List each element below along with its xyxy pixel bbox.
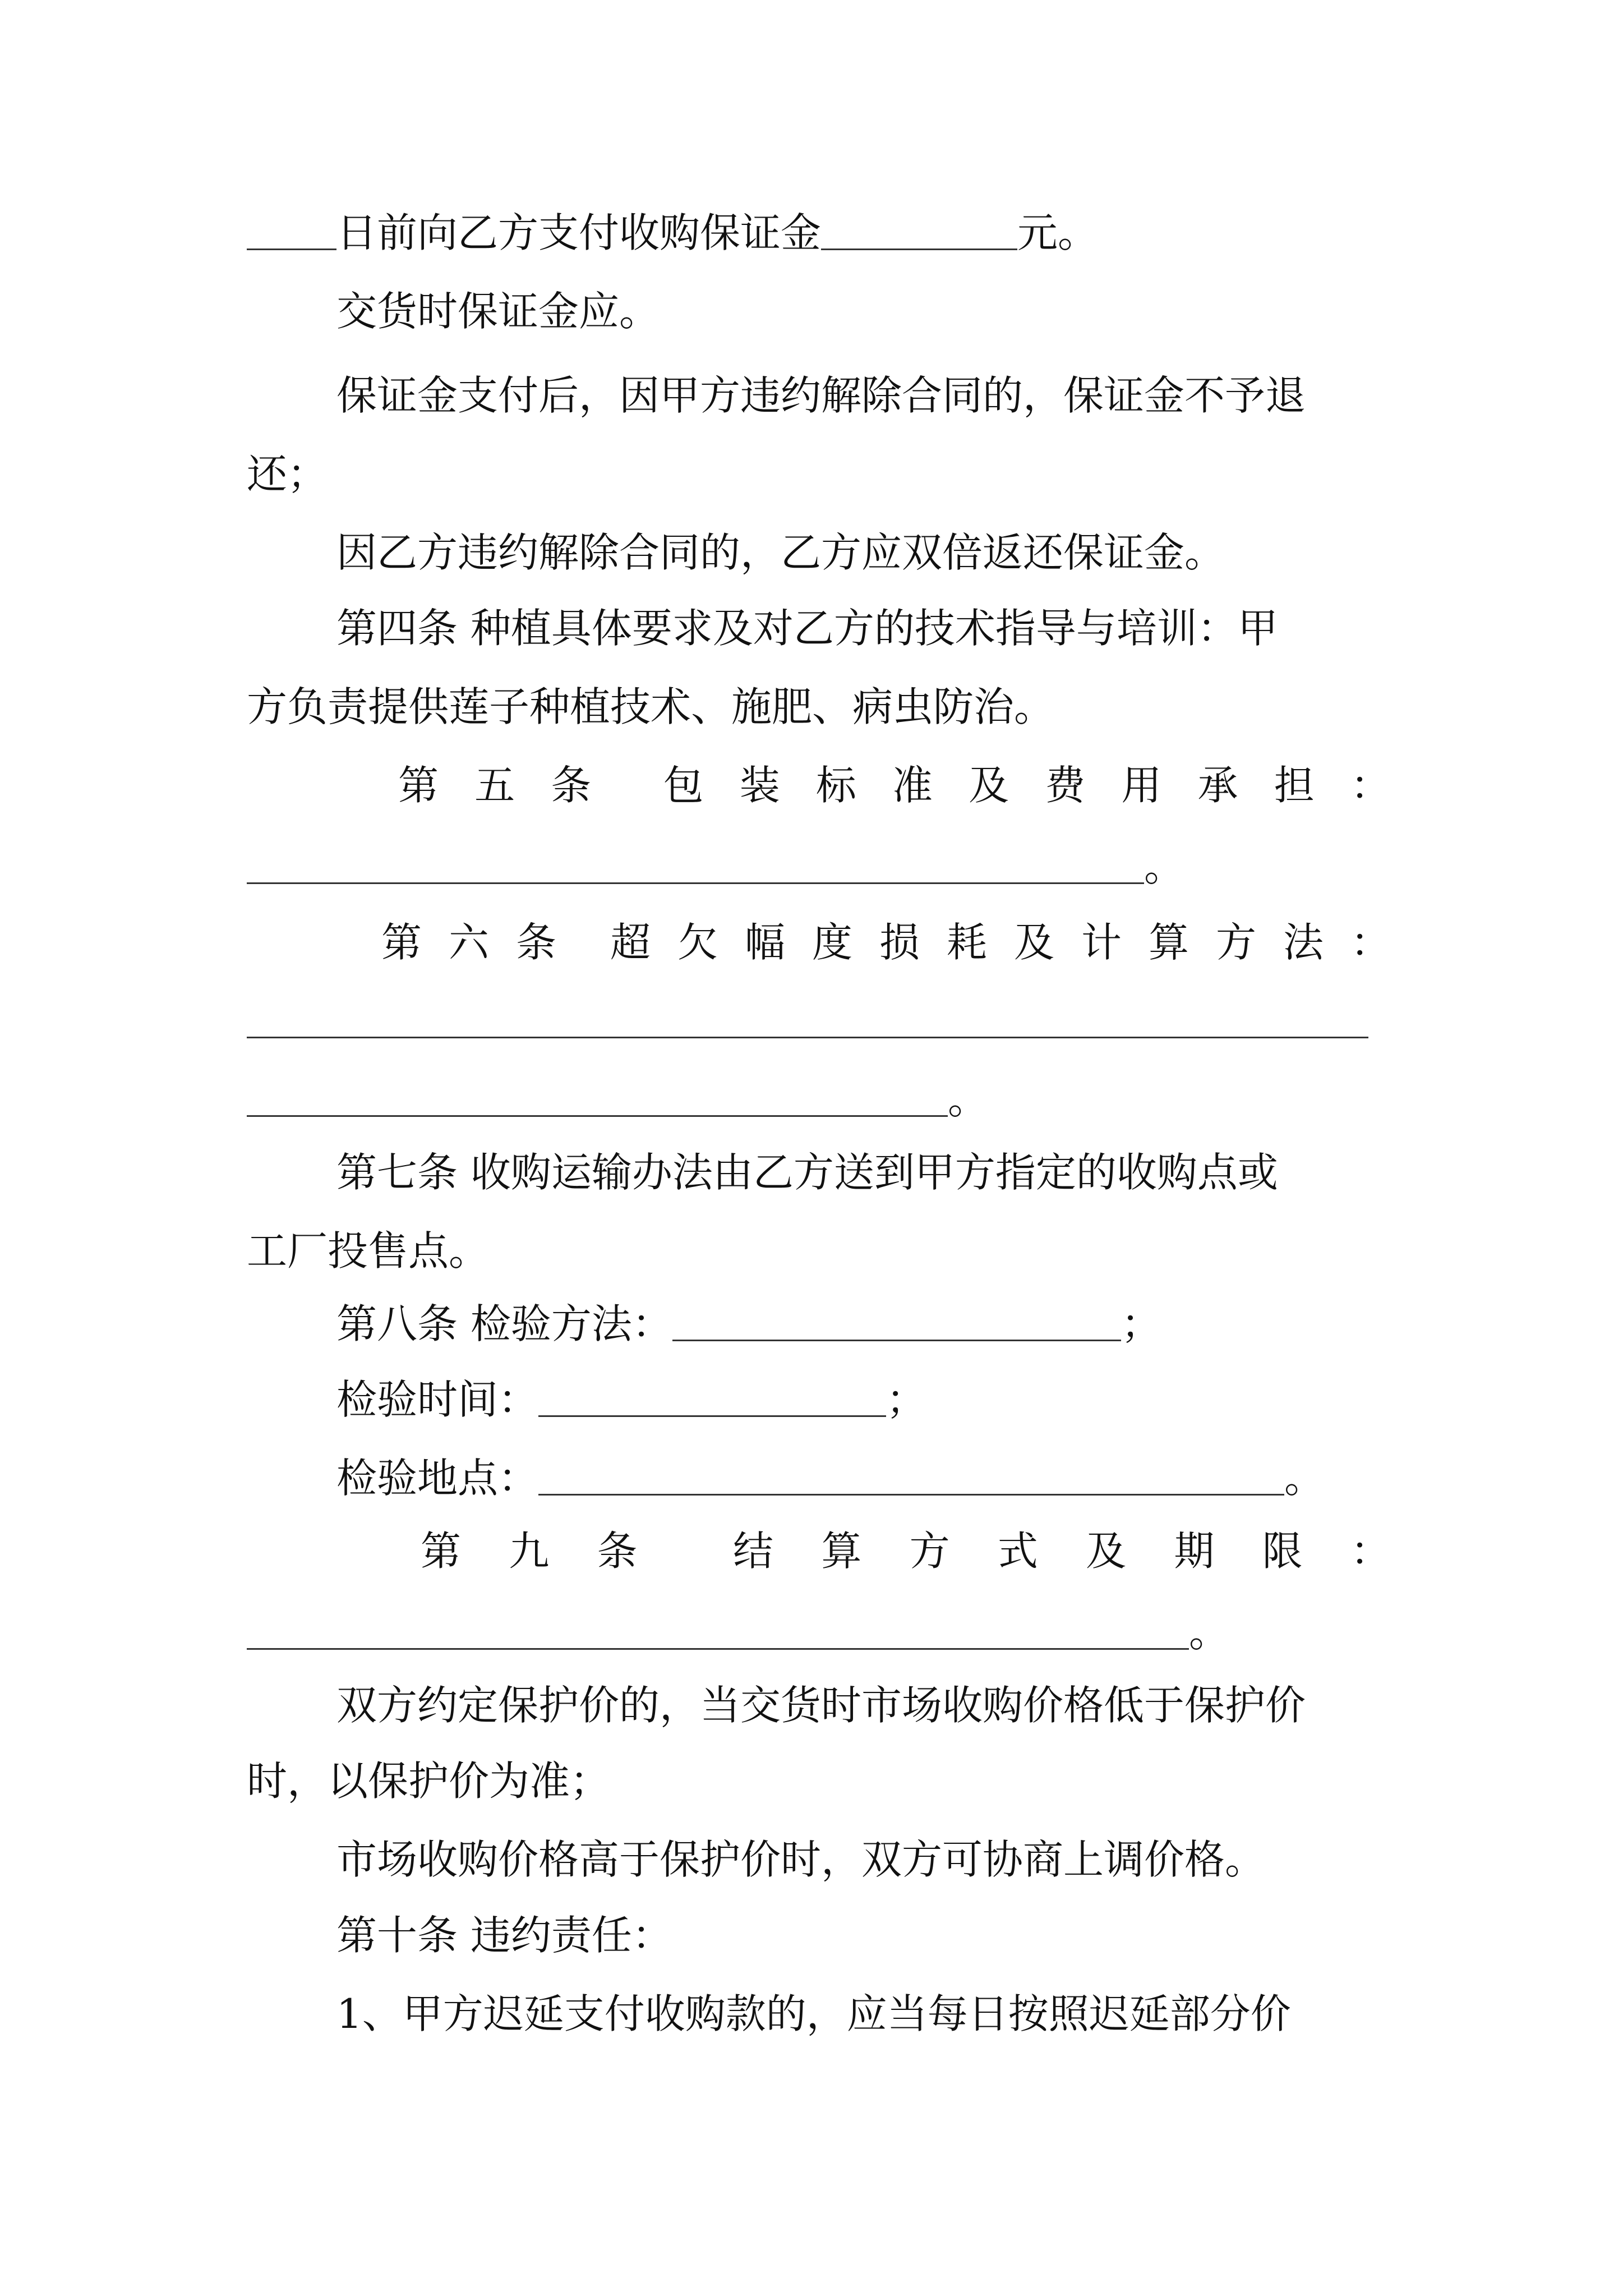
- deposit-refund-rule-line1: 保证金支付后，因甲方违约解除合同的，保证金不予退: [336, 372, 1306, 419]
- inspection-method-blank: [672, 1306, 1121, 1341]
- article-6-blank-1: [247, 1003, 1368, 1038]
- article-6-blank-2: [247, 1082, 948, 1117]
- protect-price-line3: 市场收购价格高于保护价时，双方可协商上调价格。: [336, 1836, 1266, 1883]
- article-9-blank-line: 。: [247, 1607, 1391, 1658]
- inspection-time-blank: [538, 1382, 886, 1417]
- article-8-time: 检验时间： ；: [336, 1376, 927, 1423]
- inspection-place-blank: [538, 1460, 1284, 1496]
- article-5-blank: [247, 849, 1144, 884]
- date-blank: [247, 215, 336, 250]
- article-9-blank: [247, 1614, 1189, 1650]
- article-6-blank-line2: 。: [247, 1074, 1391, 1125]
- article-7-line1: 第七条 收购运输办法由乙方送到甲方指定的收购点或: [336, 1149, 1278, 1196]
- article-10-title: 第十条 违约责任：: [336, 1912, 672, 1959]
- article-5-blank-line: 。: [247, 841, 1391, 892]
- article-6-heading: 第 六 条 超 欠 幅 度 损 耗 及 计 算 方 法 ：: [381, 919, 1391, 966]
- deposit-refund-rule-line2: 还；: [247, 450, 328, 498]
- article-10-item-1: 1、甲方迟延支付收购款的，应当每日按照迟延部分价: [336, 1990, 1291, 2037]
- protect-price-line2: 时，以保护价为准；: [247, 1757, 611, 1805]
- article-9-heading: 第 九 条 结 算 方 式 及 期 限 ：: [421, 1527, 1391, 1575]
- deposit-on-delivery: 交货时保证金应。: [336, 288, 660, 335]
- deposit-amount-blank: [821, 215, 1017, 250]
- deposit-double-return: 因乙方违约解除合同的，乙方应双倍返还保证金。: [336, 529, 1225, 576]
- article-5-heading: 第 五 条 包 装 标 准 及 费 用 承 担 ：: [398, 762, 1391, 809]
- deposit-unit: 元。: [1017, 209, 1099, 256]
- article-4-line1: 第四条 种植具体要求及对乙方的技术指导与培训：甲: [336, 605, 1278, 652]
- deposit-payment-line: [247, 208, 1391, 258]
- protect-price-line1: 双方约定保护价的，当交货时市场收购价格低于保护价: [336, 1682, 1306, 1729]
- article-7-line2: 工厂投售点。: [247, 1227, 490, 1274]
- article-4-line2: 方负责提供莲子种植技术、施肥、病虫防治。: [247, 683, 1055, 730]
- article-6-blank-line1: [247, 996, 1391, 1046]
- deposit-text: 日前向乙方支付收购保证金: [336, 209, 822, 256]
- article-8-place: 检验地点： 。: [336, 1455, 1325, 1502]
- article-8-method: 第八条 检验方法： ；: [336, 1300, 1161, 1347]
